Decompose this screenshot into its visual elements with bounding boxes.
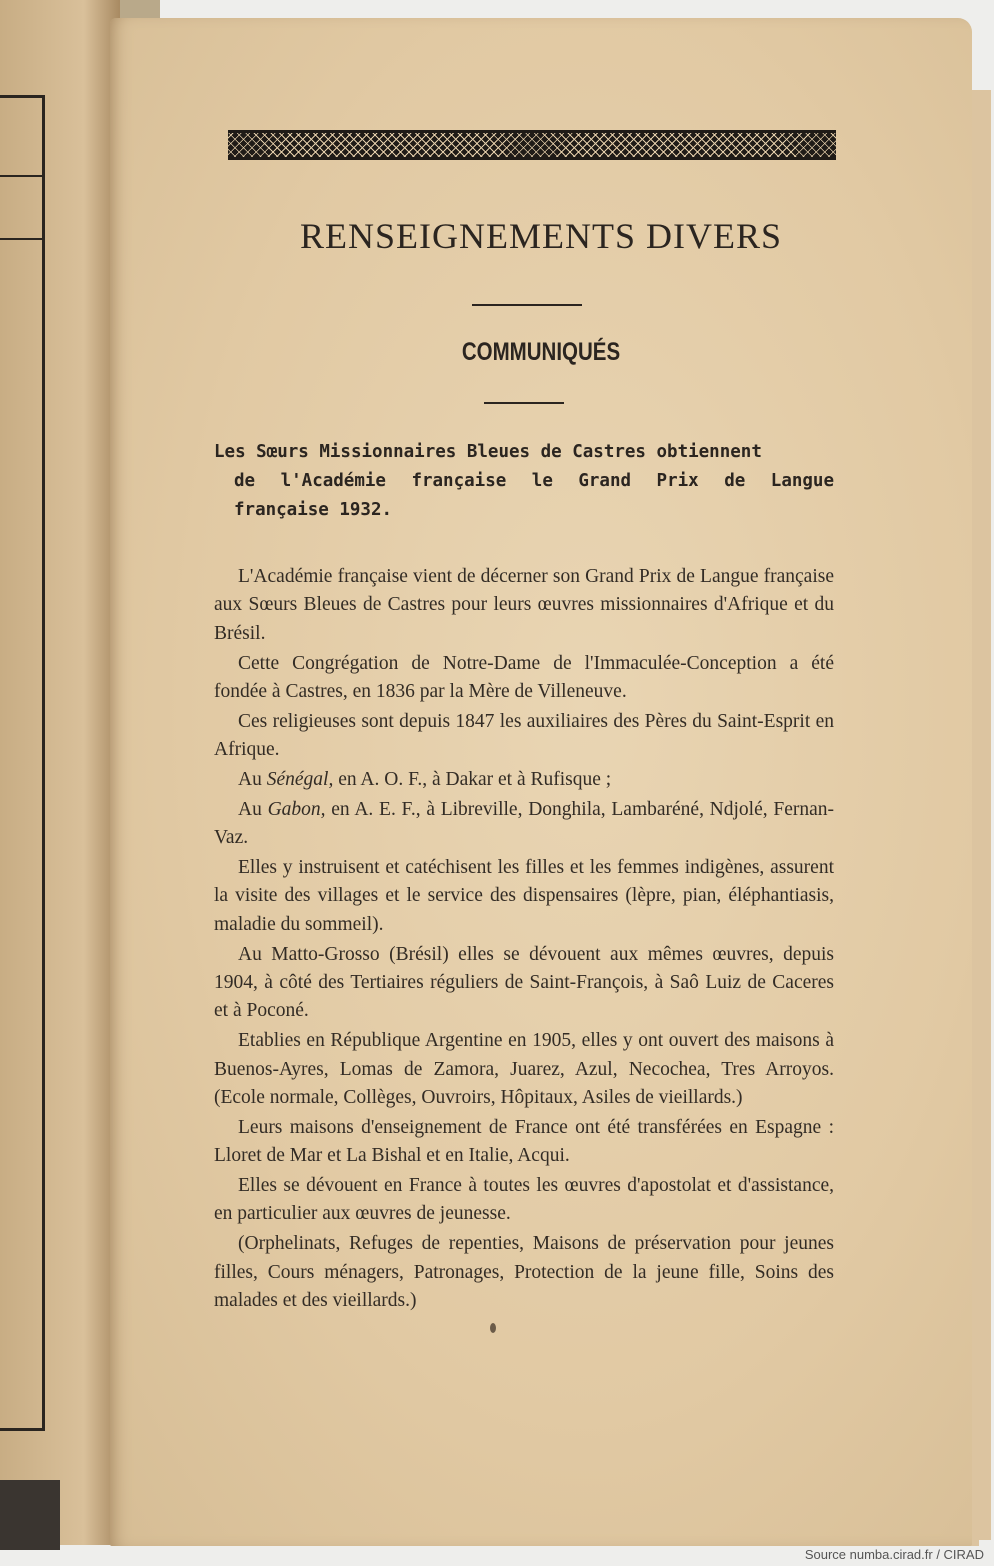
paragraph: L'Académie française vient de décerner son Grand Prix de Langue française aux Sœurs Bleues de Castres pour leurs œuvres missionnaires d'Afrique et du Brésil.: [214, 566, 834, 644]
prefix: Au: [238, 798, 262, 820]
left-page-fragment: [0, 0, 120, 1545]
section-heading: COMMUNIQUÉS: [461, 338, 621, 366]
paragraph: Etablies en République Argentine en 1905, elles y ont ouvert des maisons à Buenos-Ayres, Lomas de Zamora, Juarez, Azul, Necochea, Tres Arroyos. (Ecole normale, Collèges, Ouvroirs, Hôpitaux, Asiles de vieillards.): [214, 1030, 834, 1109]
article-body: [214, 563, 834, 1317]
headline-line: de l'Académie française le Grand Prix de Langue française 1932.: [234, 471, 834, 520]
source-credit: Source numba.cirad.fr / CIRAD: [804, 1547, 984, 1562]
ornament-dot: [490, 1323, 496, 1333]
book-spine-shadow: [0, 1480, 60, 1550]
section-rule: [484, 402, 564, 404]
title-rule: [472, 304, 582, 306]
paragraph: Ces religieuses sont depuis 1847 les auxiliaires des Pères du Saint-Esprit en Afrique.: [214, 710, 834, 761]
paragraph-senegal: [214, 766, 834, 794]
prefix: Au: [238, 769, 262, 791]
paragraph: Elles se dévouent en France à toutes les œuvres d'apostolat et d'assistance, en particulier aux œuvres de jeunesse.: [214, 1175, 834, 1225]
place-name: Sénégal,: [266, 769, 334, 791]
paragraph: Au Matto-Grosso (Brésil) elles se dévouent aux mêmes œuvres, depuis 1904, à côté des Tertiaires réguliers de Saint-François, à Saô Luiz de Caceres et à Poconé.: [214, 943, 834, 1022]
paragraph: Cette Congrégation de Notre-Dame de l'Immaculée-Conception a été fondée à Castres, en 1836 par la Mère de Villeneuve.: [214, 652, 834, 703]
article-headline: [214, 438, 834, 525]
paragraph: Leurs maisons d'enseignement de France ont été transférées en Espagne : Lloret de Mar et La Bishal et en Italie, Acqui.: [214, 1116, 834, 1167]
left-page-frame: [0, 95, 45, 1431]
document-title: RENSEIGNEMENTS DIVERS: [299, 216, 782, 256]
left-page-rule: [0, 238, 42, 240]
left-page-rule: [0, 175, 42, 177]
locations: en A. E. F., à Libreville, Donghila, Lambaréné, Ndjolé, Fernan-Vaz.: [214, 798, 834, 849]
locations: en A. O. F., à Dakar et à Rufisque ;: [338, 769, 612, 791]
paragraph: (Orphelinats, Refuges de repenties, Maisons de préservation pour jeunes filles, Cours ménagers, Patronages, Protection de la jeune fille, Soins des malades et des vieillards.): [214, 1233, 834, 1312]
paragraph: Elles y instruisent et catéchisent les filles et les femmes indigènes, assurent la visite des villages et le service des dispensaires (lèpre, pian, éléphantiasis, maladie du sommeil).: [214, 857, 834, 935]
decorative-banner: [228, 130, 836, 160]
headline-line: Les Sœurs Missionnaires Bleues de Castres obtiennent: [214, 442, 762, 462]
paragraph-gabon: [214, 796, 834, 853]
place-name: Gabon,: [267, 798, 326, 820]
